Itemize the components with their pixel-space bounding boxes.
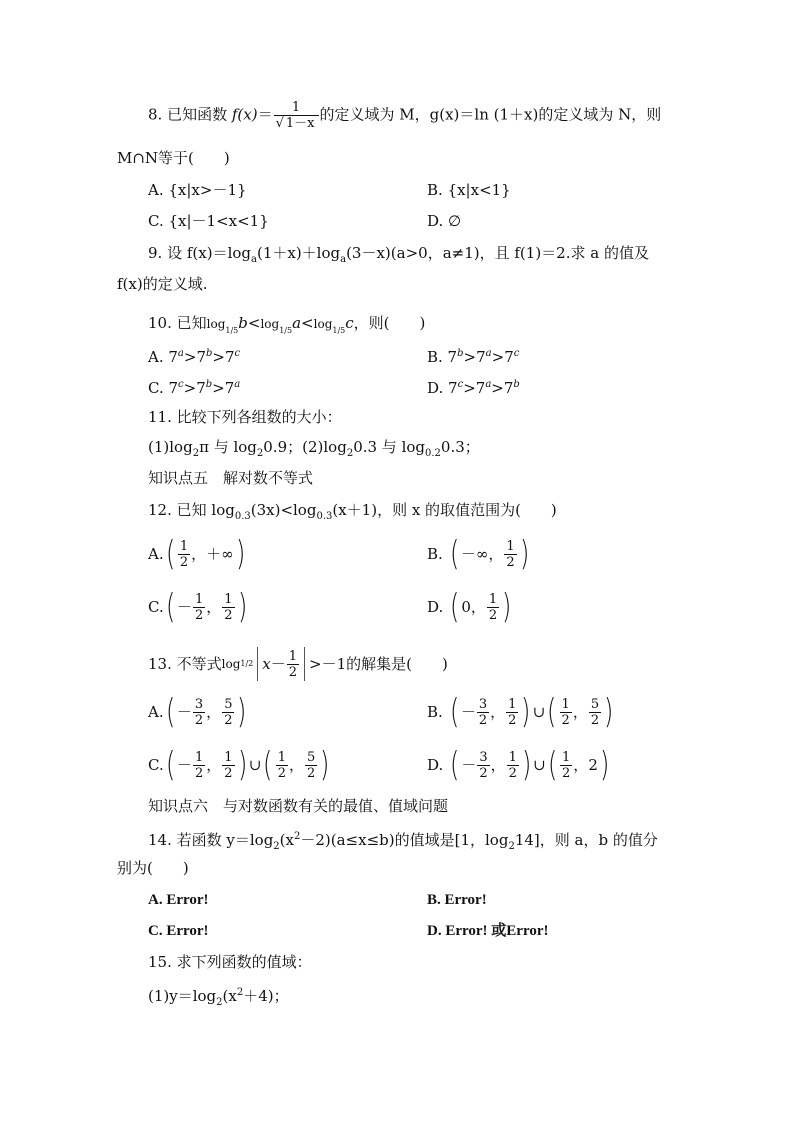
q11-s2: 2 <box>256 448 264 459</box>
q12-a-rparen: ) <box>235 534 245 574</box>
q12-c-num1: 1 <box>195 591 204 607</box>
q13-b-den1: 2 <box>478 712 488 728</box>
q13-a-neg: － <box>176 703 192 721</box>
q10-option-d: D. $7^c>7^a>7^b$ <box>427 379 520 397</box>
q13-b-neg: － <box>460 703 476 721</box>
q9-part2: (1＋x)＋log <box>256 244 341 262</box>
q11-s1: 2 <box>192 448 200 459</box>
q12-tail: (x＋1)，则 x 的取值范围为( ) <box>332 501 557 519</box>
q13-b-num3: 1 <box>561 696 570 712</box>
q13-a-label: A. <box>148 703 164 721</box>
q12-c-den2: 2 <box>224 607 233 623</box>
q13-d-frac1 <box>477 750 489 781</box>
q14-option-d: D. Error! 或Error! <box>427 923 549 939</box>
q12-b-den: 2 <box>506 554 515 570</box>
q13-b-frac3 <box>560 697 572 728</box>
q13-c-rparen1: ) <box>237 745 247 785</box>
q12-s2: 0.3 <box>316 511 333 522</box>
q13-d-den1: 2 <box>479 765 488 781</box>
q10-c: c <box>345 314 354 332</box>
q10-b-base: B. 7 <box>427 348 458 366</box>
q10-d-gt1: > <box>463 379 476 397</box>
q12-d-comma: ， <box>470 598 486 616</box>
q9-part3: (3－x)(a>0，a≠1)，且 f(1)＝2.求 a 的值及 <box>346 244 649 262</box>
q10-base3-num: 1 <box>332 326 338 335</box>
q13-a-den2: 2 <box>224 712 233 728</box>
q10-b-e3: c <box>513 348 520 359</box>
q9-line2: f(x)的定义域. <box>117 275 208 293</box>
q13-den: 2 <box>288 664 298 680</box>
q13-d-lparen1: ( <box>450 745 460 785</box>
q15-p3: ＋4)； <box>243 987 289 1005</box>
q13-c-num1: 1 <box>195 749 204 765</box>
q13-c-lparen2: ( <box>263 745 273 785</box>
q9-part1: 9. 设 f(x)＝log <box>148 244 251 262</box>
q13-b-den3: 2 <box>561 712 570 728</box>
q13-d-den2: 2 <box>508 765 517 781</box>
q14-option-a: A. Error! <box>148 892 209 908</box>
q12-d-zero: 0 <box>461 598 471 616</box>
q13-c-den2: 2 <box>224 765 233 781</box>
q15-p1: (1)y＝log <box>148 987 217 1005</box>
q10-base1-den: 5 <box>233 326 239 335</box>
q8-line2: M∩N等于( ) <box>117 149 230 167</box>
q13-log-base: 1/2 <box>240 659 254 668</box>
q13-c-num2: 1 <box>224 749 233 765</box>
q10-c-gt2: > <box>212 379 225 397</box>
q10-base3-den: 5 <box>340 326 346 335</box>
q13-d-comma2: ， <box>573 756 589 774</box>
q13-gt: >－1 <box>309 655 347 673</box>
q13-a-den1: 2 <box>194 712 204 728</box>
q13-frac <box>287 649 299 680</box>
q12-a-comma: ， <box>191 545 207 563</box>
q10-base3: 1/5 <box>332 326 346 335</box>
q13-line1 <box>148 644 448 684</box>
q13-c-num4: 5 <box>306 749 316 765</box>
q10-d-e1: c <box>457 379 464 390</box>
q13-d-neg: － <box>461 756 477 774</box>
q10-base2-den: 5 <box>287 326 293 335</box>
q14-part4: 14]，则 a，b 的值分 <box>514 831 658 849</box>
q12-a-label: A. <box>148 545 164 563</box>
q10-line1 <box>148 313 425 341</box>
q13-b-den2: 2 <box>508 712 517 728</box>
q10-a-e1: a <box>177 348 184 359</box>
q13-d-two: 2 <box>588 756 598 774</box>
q8-sqrt-content: 1－x <box>285 116 315 131</box>
q8-fx: f(x) <box>231 105 258 124</box>
q13-base-num: 1 <box>240 659 246 668</box>
q13-b-frac4 <box>589 697 601 728</box>
q10-d-base: D. 7 <box>427 379 458 397</box>
q13-b-rparen2: ) <box>604 692 614 732</box>
q8-eq: ＝ <box>257 105 273 124</box>
q8-mid: 的定义域为 M，g(x)＝ln (1＋x)的定义域为 N，则 <box>319 105 662 124</box>
q10-a-base: A. 7 <box>148 348 178 366</box>
q13-c-num3: 1 <box>277 749 286 765</box>
q13-a-lparen: ( <box>165 692 175 732</box>
q13-b-comma2: ， <box>572 703 588 721</box>
q13-minus: － <box>270 655 286 673</box>
q13-d-num3: 1 <box>562 749 571 765</box>
q11-p4: 0.3 与 log <box>353 438 426 456</box>
q10-log2: log <box>260 317 280 331</box>
q10-b-e1: b <box>457 348 464 359</box>
q12-s1: 0.3 <box>234 511 251 522</box>
q15-line2 <box>148 983 289 1013</box>
q12-c-lparen: ( <box>165 587 175 627</box>
q14-s1: 2 <box>273 841 280 852</box>
q13-b-frac1 <box>477 697 489 728</box>
q12-option-a <box>148 534 247 574</box>
q12-c-frac2 <box>222 592 234 623</box>
q12-option-d <box>427 587 513 627</box>
q12-b-minf: －∞ <box>460 545 489 563</box>
q10-b-gt2: > <box>491 348 505 366</box>
q11-line1: 11. 比较下列各组数的大小： <box>148 408 342 426</box>
q13-num: 1 <box>288 648 298 664</box>
q8-frac-num: 1 <box>291 100 301 115</box>
q14-part2: (x <box>279 831 294 849</box>
q14-part3: －2)(a≤x≤b)的值域是[1，log <box>300 831 509 849</box>
q14-option-c: C. Error! <box>148 923 209 939</box>
q12-c-comma: ， <box>206 598 222 616</box>
q12-b-frac <box>504 539 516 570</box>
q11-p3: 0.9；(2)log <box>263 438 347 456</box>
q9-base2: a <box>340 254 347 265</box>
q12-a-den: 2 <box>179 554 189 570</box>
q13-b-cup: ∪ <box>532 703 546 721</box>
q13-c-neg: － <box>176 756 192 774</box>
q12-lead: 12. 已知 log <box>148 501 235 519</box>
q12-c-den1: 2 <box>195 607 204 623</box>
q14-line2: 别为( ) <box>117 859 189 877</box>
q12-d-num: 1 <box>488 591 498 607</box>
knowledge-point-5: 知识点五 解对数不等式 <box>148 469 314 487</box>
q12-b-rparen: ) <box>519 534 529 574</box>
q12-option-c <box>148 587 249 627</box>
q8-option-d: D. ∅ <box>427 212 462 230</box>
q10-tail: ，则( ) <box>353 314 426 332</box>
q13-d-num1: 3 <box>479 749 488 765</box>
q12-a-pinf: ＋∞ <box>206 545 234 563</box>
q10-b-e2: a <box>485 348 492 359</box>
q10-c-e1: c <box>178 379 184 390</box>
q11-p1: (1)log <box>148 438 193 456</box>
q10-option-b: B. $7^b>7^a>7^c$ <box>427 348 520 366</box>
q13-b-num1: 3 <box>478 696 488 712</box>
q10-c-e3: a <box>234 379 241 390</box>
q12-c-label: C. <box>148 598 164 616</box>
q10-lt1: < <box>247 314 261 332</box>
q13-c-label: C. <box>148 756 164 774</box>
q8-option-b: B. {x|x<1} <box>427 181 511 199</box>
knowledge-point-6: 知识点六 与对数函数有关的最值、值域问题 <box>148 797 449 815</box>
q13-c-comma1: ， <box>206 756 222 774</box>
q9-base1: a <box>251 254 257 265</box>
q13-b-den4: 2 <box>590 712 600 728</box>
q15-s1: 2 <box>216 997 223 1008</box>
q10-b-gt1: > <box>463 348 477 366</box>
q13-b-label: B. <box>427 703 443 721</box>
q10-log3: log <box>313 317 333 331</box>
q12-a-num: 1 <box>179 538 189 554</box>
q10-a-gt1: > <box>183 348 197 366</box>
q10-d-e3: b <box>513 379 520 390</box>
q12-b-lparen: ( <box>449 534 459 574</box>
q13-a-frac2 <box>222 697 234 728</box>
q10-base2-num: 1 <box>279 326 285 335</box>
q9-line1 <box>148 243 649 270</box>
q11-p5: 0.3； <box>440 438 480 456</box>
q13-a-num1: 3 <box>194 696 204 712</box>
q13-abs-left <box>257 647 258 681</box>
q13-d-lparen2: ( <box>547 745 558 785</box>
q10-base1-num: 1 <box>225 326 231 335</box>
q10-base1: 1/5 <box>225 326 239 335</box>
q14-line1 <box>148 827 658 857</box>
q12-c-rparen: ) <box>237 587 247 627</box>
q13-lead: 13. 不等式 <box>148 655 222 673</box>
q15-p2: (x <box>222 987 237 1005</box>
q12-b-comma: ， <box>488 545 504 563</box>
q13-d-den3: 2 <box>562 765 571 781</box>
q12-d-rparen: ) <box>502 587 512 627</box>
q10-a-e3: c <box>234 348 241 359</box>
q14-part1: 14. 若函数 y＝log <box>148 831 274 849</box>
q13-d-frac3 <box>560 750 572 781</box>
q13-b-comma1: ， <box>490 703 506 721</box>
q13-b-num4: 5 <box>590 696 600 712</box>
q13-d-comma1: ， <box>490 756 506 774</box>
q10-lt2: < <box>301 314 314 332</box>
q12-d-label: D. <box>427 598 444 616</box>
q13-c-lparen1: ( <box>165 745 175 785</box>
q10-base2: 1/5 <box>279 326 293 335</box>
q13-a-rparen: ) <box>237 692 247 732</box>
q13-d-label: D. <box>427 756 444 774</box>
q13-c-cup: ∪ <box>248 756 262 774</box>
q13-c-den1: 2 <box>195 765 204 781</box>
q13-d-rparen1: ) <box>521 745 532 785</box>
q13-c-den4: 2 <box>306 765 316 781</box>
q12-a-lparen: ( <box>165 534 175 574</box>
q15-line1: 15. 求下列函数的值域： <box>148 953 312 971</box>
q14-option-b: B. Error! <box>427 892 487 908</box>
q12-d-lparen: ( <box>450 587 460 627</box>
q10-c-e2: b <box>205 379 213 390</box>
q13-b-lparen1: ( <box>449 692 459 732</box>
q8-frac-den: √ 1－x <box>274 115 319 131</box>
q10-lead: 10. 已知 <box>148 314 207 332</box>
q13-option-c <box>148 745 332 785</box>
q10-option-c: C. $7^c>7^b>7^a$ <box>148 379 241 397</box>
q12-option-b <box>427 534 531 574</box>
q13-base-den: 2 <box>248 659 254 668</box>
q12-b-label: B. <box>427 545 443 563</box>
q8-line1 <box>148 100 661 131</box>
q11-s4: 0.2 <box>425 448 441 459</box>
q10-c-gt1: > <box>183 379 197 397</box>
q11-s3: 2 <box>346 448 354 459</box>
q13-option-a <box>148 692 249 732</box>
q12-c-num2: 1 <box>224 591 233 607</box>
q10-c-base: C. 7 <box>148 379 179 397</box>
q13-b-num2: 1 <box>508 696 517 712</box>
q10-a: a <box>292 314 302 332</box>
q13-c-comma2: ， <box>288 756 304 774</box>
q13-c-den3: 2 <box>277 765 286 781</box>
q12-d-frac <box>487 592 499 623</box>
q10-b: b <box>238 314 248 332</box>
q14-sq: 2 <box>293 831 301 842</box>
q13-option-d <box>427 745 611 785</box>
q13-x: x <box>262 655 271 673</box>
q13-d-cup: ∪ <box>533 756 546 774</box>
q12-b-num: 1 <box>506 538 515 554</box>
q12-line1 <box>148 500 557 527</box>
q13-c-frac1 <box>193 750 205 781</box>
q12-c-frac1 <box>193 592 205 623</box>
q15-sq: 2 <box>236 987 244 998</box>
q10-d-e2: a <box>485 379 492 390</box>
q13-c-frac4 <box>305 750 317 781</box>
q13-b-frac2 <box>506 697 518 728</box>
q10-log1: log <box>206 317 226 331</box>
q11-p2: π 与 log <box>199 438 257 456</box>
q13-a-num2: 5 <box>224 696 233 712</box>
q12-mid1: (3x)<log <box>250 501 317 519</box>
q12-a-frac <box>178 539 190 570</box>
q13-a-frac1 <box>193 697 205 728</box>
q13-d-frac2 <box>507 750 519 781</box>
q13-c-frac3 <box>276 750 288 781</box>
q10-a-e2: b <box>206 348 213 359</box>
q12-c-neg: － <box>176 598 192 616</box>
q13-c-frac2 <box>222 750 234 781</box>
q14-s2: 2 <box>508 841 515 852</box>
q13-d-rparen2: ) <box>599 745 610 785</box>
q13-c-rparen2: ) <box>320 745 330 785</box>
q13-abs-right <box>304 647 305 681</box>
q8-lead: 8. 已知函数 <box>148 105 232 124</box>
q13-a-comma: ， <box>206 703 222 721</box>
q8-option-c: C. {x|－1<x<1} <box>148 212 269 230</box>
q11-line2 <box>148 437 480 464</box>
q10-a-gt2: > <box>212 348 225 366</box>
q13-tail: 的解集是( ) <box>346 655 448 673</box>
q8-fraction <box>274 100 319 131</box>
q12-d-den: 2 <box>488 607 498 623</box>
q13-d-num2: 1 <box>508 749 517 765</box>
q13-b-lparen2: ( <box>547 692 557 732</box>
q10-option-a: A. $7^a>7^b>7^c$ <box>148 348 241 366</box>
q13-log: log <box>221 657 241 671</box>
q13-b-rparen1: ) <box>521 692 531 732</box>
q10-d-gt2: > <box>491 379 504 397</box>
q13-option-b <box>427 692 615 732</box>
q8-option-a: A. {x|x>－1} <box>148 181 247 199</box>
